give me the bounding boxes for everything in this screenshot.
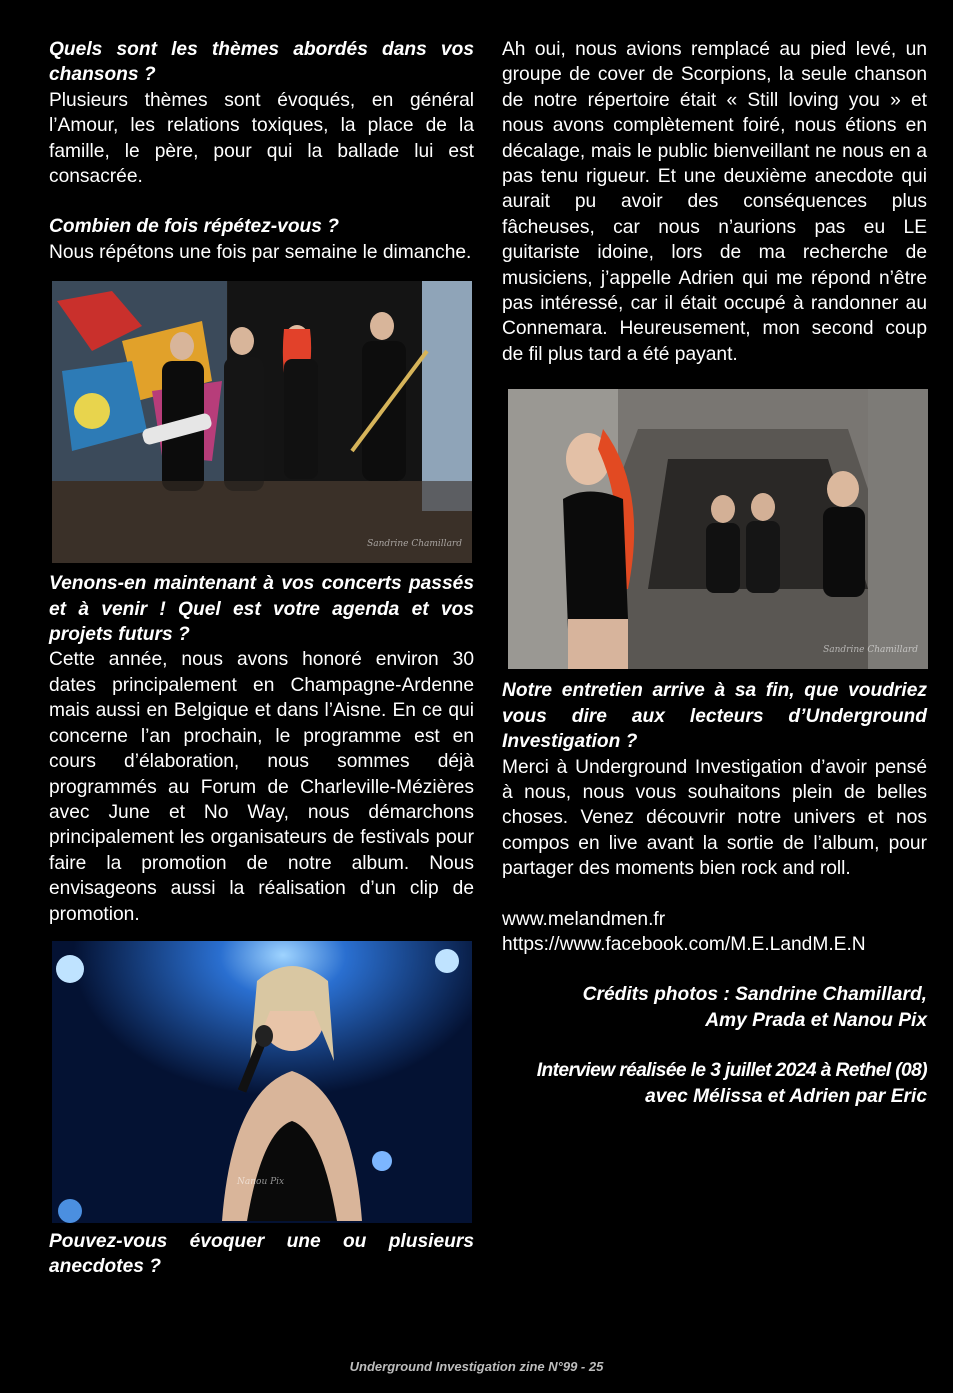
answer-themes: Plusieurs thèmes sont évoqués, en général l’Amour, les relations toxiques, la place de la famille, le père, pour qui la ballade lui est consacrée.: [49, 89, 474, 188]
answer-rehearsal: Nous répétons une fois par semaine le dimanche.: [49, 241, 472, 263]
question-concerts: Venons-en maintenant à vos concerts passés et à venir ! Quel est votre agenda et vos projets futurs ?: [49, 573, 474, 646]
singer-live-photo: Nanou Pix: [52, 941, 472, 1223]
interview-info-line-1: Interview réalisée le 3 juillet 2024 à Rethel (08): [536, 1060, 927, 1082]
right-column: [502, 37, 927, 1109]
question-rehearsal: Combien de fois répétez-vous ?: [49, 216, 339, 238]
band-photo-stairwell: Sandrine Chamillard: [508, 389, 928, 669]
page-footer: Underground Investigation zine N°99 - 25: [349, 1359, 604, 1374]
answer-concerts: Cette année, nous avons honoré environ 30 dates principalement en Champagne-Ardenne mais aussi en Belgique et dans l’Aisne. En ce qui concerne l’an prochain, le programme est en cours d’élaboration, nous sommes déjà programmés au Forum de Charleville-Mézières avec June et No Way, nous démarchons principalement les organisateurs de festivals pour faire la promotion de notre album. Nous envisageons aussi la réalisation d’un clip de promotion.: [49, 649, 474, 925]
question-closing: Notre entretien arrive à sa fin, que voudriez vous dire aux lecteurs d’Underground Investigation ?: [502, 680, 927, 753]
interview-info-line-2: avec Mélissa et Adrien par Eric: [645, 1085, 927, 1107]
question-anecdotes: Pouvez-vous évoquer une ou plusieurs anecdotes ?: [49, 1230, 474, 1278]
answer-closing: Merci à Underground Investigation d’avoir pensé à nous, nous vous souhaitons plein de belles choses. Venez découvrir notre univers et nos compos en live avant la sortie de l’album, pour partager des moments bien rock and roll.: [502, 756, 927, 880]
answer-anecdotes: Ah oui, nous avions remplacé au pied levé, un groupe de cover de Scorpions, la seule chanson de notre répertoire était « Still loving you » et nous avons complètement foiré, nous étions en décalage, mais le public bienveillant ne nous en a pas tenu rigueur. Et une deuxième anecdote qui aurait pu avoir des conséquences plus fâcheuses, car nous n’aurions pas eu LE guitariste idoine, lors de ma recherche de musiciens, j’appelle Adrien qui me répond n’être pas intéressé, car il était occupé à randonner au Connemara. Heureusement, mon second coup de fil plus tard a été payant.: [502, 39, 927, 365]
photo-credits-line-1: Crédits photos : Sandrine Chamillard,: [582, 984, 927, 1006]
question-themes: Quels sont les thèmes abordés dans vos chansons ?: [49, 39, 474, 86]
facebook-link[interactable]: https://www.facebook.com/M.E.LandM.E.N: [502, 933, 866, 955]
left-column: [49, 37, 474, 1280]
photo-credits-line-2: Amy Prada et Nanou Pix: [705, 1009, 927, 1031]
band-photo-graffiti: Sandrine Chamillard: [52, 281, 472, 563]
website-link[interactable]: www.melandmen.fr: [502, 908, 666, 930]
